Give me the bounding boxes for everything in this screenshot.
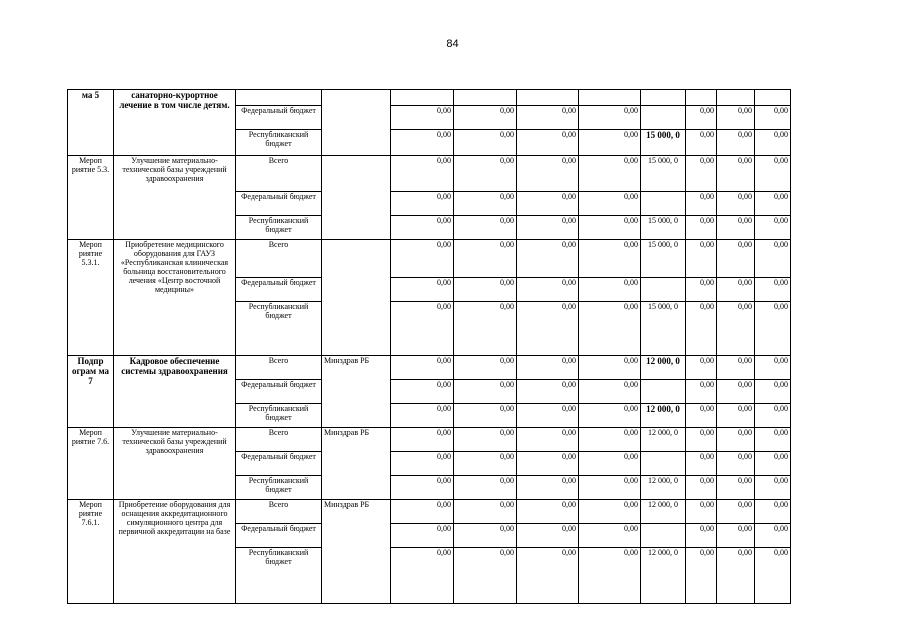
value-cell: 0,00 [686, 548, 717, 604]
value-cell: 0,00 [517, 106, 579, 130]
item-name: Улучшение материально-технической базы учреждений здравоохранения [114, 428, 236, 500]
value-cell: 0,00 [391, 106, 454, 130]
value-cell: 0,00 [579, 106, 641, 130]
value-cell: 0,00 [517, 216, 579, 240]
value-cell: 0,00 [717, 106, 755, 130]
value-cell: 0,00 [517, 452, 579, 476]
value-cell: 0,00 [686, 156, 717, 192]
responsible-executor: Минздрав РБ [322, 356, 391, 428]
value-cell: 12 000, 0 [641, 476, 686, 500]
value-cell: 0,00 [391, 428, 454, 452]
item-code: Подпр ограм ма 7 [68, 356, 114, 428]
table-row [68, 90, 791, 106]
funding-source: Всего [236, 500, 322, 524]
item-code: ма 5 [68, 90, 114, 156]
value-cell: 0,00 [717, 130, 755, 156]
funding-source [236, 90, 322, 106]
value-cell: 0,00 [454, 476, 517, 500]
value-cell [641, 524, 686, 548]
value-cell: 0,00 [391, 452, 454, 476]
value-cell: 0,00 [717, 192, 755, 216]
page-number: 84 [446, 38, 459, 50]
value-cell: 0,00 [517, 278, 579, 302]
value-cell: 0,00 [755, 452, 791, 476]
value-cell: 0,00 [755, 156, 791, 192]
value-cell: 0,00 [517, 192, 579, 216]
item-name: Приобретение медицинского оборудования для ГАУЗ «Республиканская клиническая больница восстановительного лечения «Центр восточной медицины» [114, 240, 236, 356]
value-cell [454, 90, 517, 106]
funding-source: Республиканский бюджет [236, 404, 322, 428]
funding-source: Федеральный бюджет [236, 106, 322, 130]
value-cell [641, 380, 686, 404]
value-cell: 0,00 [686, 216, 717, 240]
value-cell: 0,00 [579, 278, 641, 302]
item-name: Улучшение материально-технической базы учреждений здравоохранения [114, 156, 236, 240]
funding-source: Всего [236, 356, 322, 380]
funding-source: Федеральный бюджет [236, 278, 322, 302]
value-cell: 0,00 [454, 452, 517, 476]
value-cell: 0,00 [686, 356, 717, 380]
value-cell: 0,00 [686, 404, 717, 428]
value-cell: 0,00 [579, 356, 641, 380]
value-cell: 12 000, 0 [641, 428, 686, 452]
value-cell: 0,00 [391, 278, 454, 302]
value-cell: 0,00 [579, 156, 641, 192]
value-cell: 0,00 [391, 192, 454, 216]
value-cell: 0,00 [755, 548, 791, 604]
value-cell: 0,00 [579, 192, 641, 216]
value-cell: 0,00 [454, 548, 517, 604]
item-code: Мероп риятие 5.3.1. [68, 240, 114, 356]
item-name: Кадровое обеспечение системы здравоохранения [114, 356, 236, 428]
funding-source: Всего [236, 156, 322, 192]
value-cell: 0,00 [755, 380, 791, 404]
funding-source: Республиканский бюджет [236, 302, 322, 356]
value-cell: 0,00 [717, 156, 755, 192]
responsible-executor [322, 90, 391, 156]
value-cell: 0,00 [755, 524, 791, 548]
value-cell [641, 192, 686, 216]
value-cell: 12 000, 0 [641, 356, 686, 380]
funding-source: Республиканский бюджет [236, 130, 322, 156]
value-cell: 0,00 [755, 130, 791, 156]
value-cell: 0,00 [717, 278, 755, 302]
responsible-executor [322, 240, 391, 356]
value-cell [641, 452, 686, 476]
value-cell: 0,00 [755, 500, 791, 524]
table-row [68, 500, 791, 524]
funding-source: Республиканский бюджет [236, 548, 322, 604]
item-name: Приобретение оборудования для оснащения аккредитационного симуляционного центра для первичной аккредитации на базе [114, 500, 236, 604]
funding-source: Федеральный бюджет [236, 192, 322, 216]
value-cell: 0,00 [454, 240, 517, 278]
value-cell [517, 90, 579, 106]
value-cell: 0,00 [454, 216, 517, 240]
value-cell: 0,00 [391, 548, 454, 604]
value-cell: 0,00 [391, 216, 454, 240]
value-cell: 0,00 [579, 548, 641, 604]
value-cell: 15 000, 0 [641, 130, 686, 156]
value-cell [755, 90, 791, 106]
value-cell: 0,00 [391, 356, 454, 380]
value-cell: 0,00 [579, 216, 641, 240]
value-cell: 0,00 [717, 452, 755, 476]
value-cell: 0,00 [454, 500, 517, 524]
value-cell: 0,00 [391, 240, 454, 278]
value-cell: 0,00 [391, 500, 454, 524]
value-cell: 0,00 [686, 192, 717, 216]
item-code: Мероп риятие 7.6. [68, 428, 114, 500]
value-cell [391, 90, 454, 106]
value-cell [641, 106, 686, 130]
funding-source: Всего [236, 428, 322, 452]
value-cell: 0,00 [391, 130, 454, 156]
value-cell: 0,00 [755, 476, 791, 500]
value-cell: 0,00 [717, 476, 755, 500]
value-cell: 0,00 [454, 302, 517, 356]
value-cell: 0,00 [517, 428, 579, 452]
value-cell: 0,00 [686, 500, 717, 524]
value-cell: 0,00 [686, 130, 717, 156]
funding-source: Всего [236, 240, 322, 278]
value-cell [641, 90, 686, 106]
value-cell: 0,00 [755, 278, 791, 302]
value-cell: 0,00 [517, 500, 579, 524]
value-cell: 0,00 [755, 428, 791, 452]
value-cell: 0,00 [717, 302, 755, 356]
value-cell: 0,00 [517, 240, 579, 278]
value-cell: 0,00 [517, 404, 579, 428]
value-cell: 15 000, 0 [641, 216, 686, 240]
value-cell [686, 90, 717, 106]
value-cell: 0,00 [717, 524, 755, 548]
value-cell: 0,00 [579, 380, 641, 404]
value-cell: 0,00 [454, 106, 517, 130]
value-cell: 0,00 [579, 302, 641, 356]
value-cell: 0,00 [454, 278, 517, 302]
value-cell: 0,00 [579, 240, 641, 278]
value-cell: 0,00 [579, 130, 641, 156]
value-cell: 0,00 [755, 240, 791, 278]
value-cell: 0,00 [717, 548, 755, 604]
value-cell [717, 90, 755, 106]
value-cell: 0,00 [391, 380, 454, 404]
value-cell: 0,00 [517, 524, 579, 548]
item-code: Мероп риятие 7.6.1. [68, 500, 114, 604]
value-cell: 15 000, 0 [641, 302, 686, 356]
value-cell: 0,00 [717, 404, 755, 428]
value-cell: 0,00 [391, 476, 454, 500]
value-cell: 0,00 [454, 356, 517, 380]
value-cell: 0,00 [717, 356, 755, 380]
table-row [68, 356, 791, 380]
value-cell: 0,00 [579, 404, 641, 428]
value-cell: 0,00 [579, 524, 641, 548]
funding-source: Федеральный бюджет [236, 524, 322, 548]
value-cell: 0,00 [454, 524, 517, 548]
responsible-executor: Минздрав РБ [322, 500, 391, 604]
value-cell: 0,00 [517, 380, 579, 404]
responsible-executor [322, 156, 391, 240]
value-cell: 0,00 [755, 302, 791, 356]
value-cell: 0,00 [755, 404, 791, 428]
value-cell: 0,00 [454, 428, 517, 452]
item-code: Мероп риятие 5.3. [68, 156, 114, 240]
value-cell: 0,00 [579, 452, 641, 476]
value-cell: 0,00 [686, 380, 717, 404]
budget-table [67, 89, 791, 604]
value-cell: 0,00 [391, 404, 454, 428]
value-cell: 12 000, 0 [641, 500, 686, 524]
value-cell: 0,00 [686, 452, 717, 476]
value-cell: 0,00 [391, 302, 454, 356]
value-cell: 15 000, 0 [641, 240, 686, 278]
value-cell: 0,00 [755, 356, 791, 380]
table-row [68, 156, 791, 192]
value-cell: 0,00 [579, 428, 641, 452]
value-cell: 0,00 [686, 106, 717, 130]
value-cell: 0,00 [686, 240, 717, 278]
value-cell [641, 278, 686, 302]
funding-source: Республиканский бюджет [236, 216, 322, 240]
value-cell: 0,00 [391, 156, 454, 192]
value-cell: 0,00 [454, 380, 517, 404]
value-cell: 0,00 [717, 240, 755, 278]
item-name: санаторно-курортное лечение в том числе детям. [114, 90, 236, 156]
value-cell: 0,00 [454, 192, 517, 216]
value-cell: 0,00 [755, 106, 791, 130]
value-cell: 0,00 [686, 524, 717, 548]
value-cell: 0,00 [717, 380, 755, 404]
value-cell: 0,00 [517, 476, 579, 500]
value-cell: 0,00 [755, 216, 791, 240]
value-cell: 0,00 [454, 130, 517, 156]
value-cell [579, 90, 641, 106]
table-row [68, 240, 791, 278]
value-cell: 0,00 [755, 192, 791, 216]
value-cell: 0,00 [517, 548, 579, 604]
table-row [68, 428, 791, 452]
value-cell: 12 000, 0 [641, 404, 686, 428]
funding-source: Федеральный бюджет [236, 452, 322, 476]
value-cell: 0,00 [686, 302, 717, 356]
value-cell: 0,00 [717, 500, 755, 524]
value-cell: 0,00 [517, 156, 579, 192]
value-cell: 0,00 [686, 476, 717, 500]
value-cell: 0,00 [517, 356, 579, 380]
value-cell: 0,00 [391, 524, 454, 548]
value-cell: 0,00 [717, 216, 755, 240]
value-cell: 0,00 [454, 404, 517, 428]
funding-source: Республиканский бюджет [236, 476, 322, 500]
value-cell: 0,00 [686, 278, 717, 302]
responsible-executor: Минздрав РБ [322, 428, 391, 500]
value-cell: 0,00 [579, 476, 641, 500]
value-cell: 0,00 [717, 428, 755, 452]
value-cell: 0,00 [686, 428, 717, 452]
value-cell: 0,00 [579, 500, 641, 524]
value-cell: 0,00 [517, 302, 579, 356]
value-cell: 12 000, 0 [641, 548, 686, 604]
value-cell: 0,00 [517, 130, 579, 156]
value-cell: 15 000, 0 [641, 156, 686, 192]
value-cell: 0,00 [454, 156, 517, 192]
funding-source: Федеральный бюджет [236, 380, 322, 404]
